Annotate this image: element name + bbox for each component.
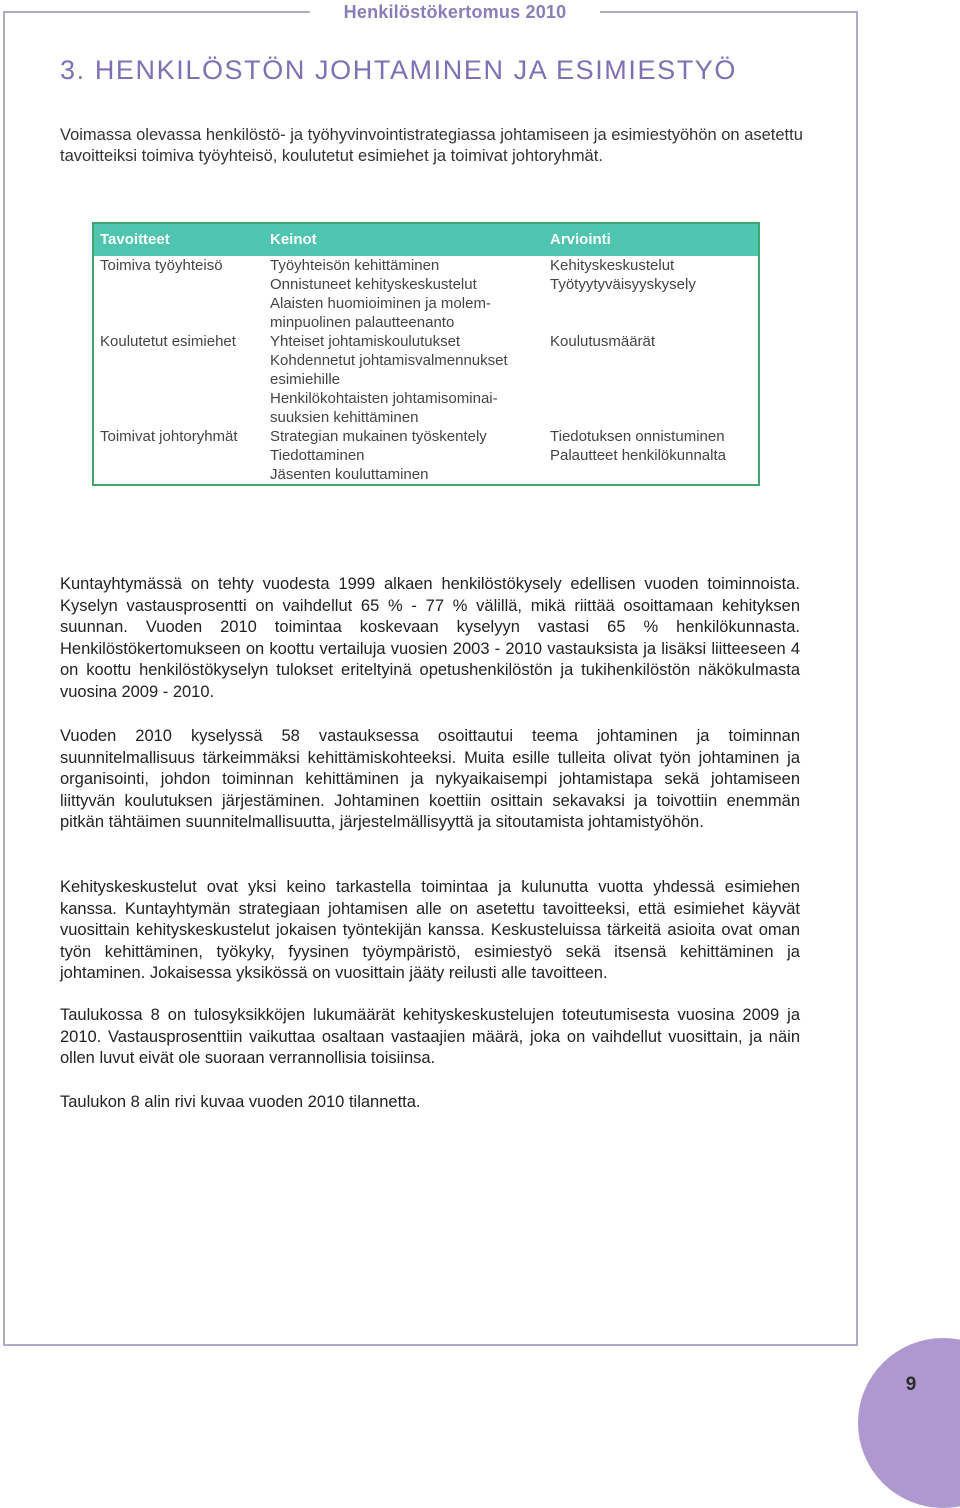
intro-paragraph: Voimassa olevassa henkilöstö- ja työhyvinvointistrategiassa johtamiseen ja esimiestyöhön on asetettu tavoitteiksi toimiva työyhteisö, koulutetut esimiehet ja toimivat johtoryhmät. — [60, 126, 803, 165]
evaluation-line: Työtyytyväisyyskysely — [550, 276, 696, 293]
evaluation-cell — [544, 256, 759, 332]
means-cell — [264, 427, 544, 485]
goal-cell: Toimiva työyhteisö — [100, 257, 223, 274]
header-evaluation: Arviointi — [544, 223, 759, 256]
evaluation-line: Palautteet henkilökunnalta — [550, 447, 726, 464]
means-cell — [264, 256, 544, 332]
means-line: Strategian mukainen työskentely — [270, 428, 487, 445]
table-row — [93, 427, 759, 485]
evaluation-line: Tiedotuksen onnistuminen — [550, 428, 725, 445]
means-line: Työyhteisön kehittäminen — [270, 257, 440, 274]
page-number-tab — [858, 1338, 960, 1508]
means-line: suuksien kehittäminen — [270, 409, 419, 426]
means-line: Yhteiset johtamiskoulutukset — [270, 333, 461, 350]
header-means: Keinot — [264, 223, 544, 256]
means-line: Henkilökohtaisten johtamisominai- — [270, 390, 498, 407]
body-paragraph: Kuntayhtymässä on tehty vuodesta 1999 alkaen henkilöstökysely edellisen vuoden toiminnoista. Kyselyn vastausprosentti on vaihdellut 65 % - 77 % välillä, mikä riittää osoittamaan kehityksen suunnan. Vuoden 2010 toimintaa koskevaan kyselyyn vastasi 65 % henkilökunnasta. Henkilöstökertomukseen on koottu vertailuja vuosien 2003 - 2010 vastauksista ja lisäksi liitteeseen 4 on koottu henkilöstökyselyn tulokset eriteltyinä opetushenkilöstön ja tukihenkilöstön näkökulmasta vuosina 2009 - 2010. — [60, 575, 800, 701]
means-line: Onnistuneet kehityskeskustelut — [270, 276, 477, 293]
means-cell — [264, 332, 544, 427]
means-line: Kohdennetut johtamisvalmennukset — [270, 352, 508, 369]
evaluation-cell — [544, 427, 759, 485]
header-goals: Tavoitteet — [93, 223, 264, 256]
means-line: Jäsenten kouluttaminen — [270, 466, 429, 483]
body-paragraph: Kehityskeskustelut ovat yksi keino tarkastella toimintaa ja kulunutta vuotta yhdessä esimiehen kanssa. Kuntayhtymän strategiaan johtamisen alle on asetettu tavoitteeksi, että esimiehet käyvät vuosittain kehityskeskustelut jokaisen työntekijän kanssa. Keskusteluissa tärkeitä asioita ovat oman työn kehittäminen, työkyky, fyysinen työympäristö, esimiestyö sekä itsensä kehittäminen ja johtaminen. Jokaisessa yksikössä on vuosittain jääty reilusti alle tavoitteen. — [60, 878, 800, 982]
table-row — [93, 332, 759, 427]
body-paragraph: Taulukon 8 alin rivi kuvaa vuoden 2010 tilannetta. — [60, 1093, 421, 1111]
body-paragraph: Vuoden 2010 kyselyssä 58 vastauksessa osoittautui teema johtaminen ja toiminnan suunnitelmallisuus tärkeimmäksi kehittämiskohteeksi. Muita esille tulleita olivat työn johtaminen ja organisointi, johdon toiminnan kehittäminen ja nykyaikaisempi johtamistapa sekä johtamiseen liittyvän koulutuksen järjestäminen. Johtaminen koettiin osittain sekavaksi ja toivottiin enemmän pitkän tähtäimen suunnitelmallisuutta, järjestelmällisyyttä ja sitoutamista johtamistyöhön. — [60, 727, 800, 831]
page-number: 9 — [905, 1374, 917, 1395]
table-header-row — [93, 223, 759, 256]
evaluation-line: Kehityskeskustelut — [550, 257, 675, 274]
means-line: Tiedottaminen — [270, 447, 365, 464]
body-paragraph: Taulukossa 8 on tulosyksikköjen lukumäärät kehityskeskustelujen toteutumisesta vuosina 2009 ja 2010. Vastausprosenttiin vaikuttaa osaltaan vastaajien määrä, joka on vaihdellut vuosittain, ja näin ollen luvut eivät ole suoraan verrannollisia toisiinsa. — [60, 1006, 800, 1067]
section-title: 3. HENKILÖSTÖN JOHTAMINEN JA ESIMIESTYÖ — [60, 55, 738, 85]
means-line: Alaisten huomioiminen ja molem- — [270, 295, 491, 312]
header-title: Henkilöstökertomus 2010 — [310, 0, 600, 24]
means-line: minpuolinen palautteenanto — [270, 314, 455, 331]
evaluation-line: Koulutusmäärät — [550, 333, 656, 350]
means-line: esimiehille — [270, 371, 341, 388]
goals-table — [92, 222, 760, 486]
goal-cell: Toimivat johtoryhmät — [100, 428, 238, 445]
goal-cell: Koulutetut esimiehet — [100, 333, 236, 350]
table-row — [93, 256, 759, 332]
evaluation-cell — [544, 332, 759, 427]
page-header — [0, 0, 960, 24]
